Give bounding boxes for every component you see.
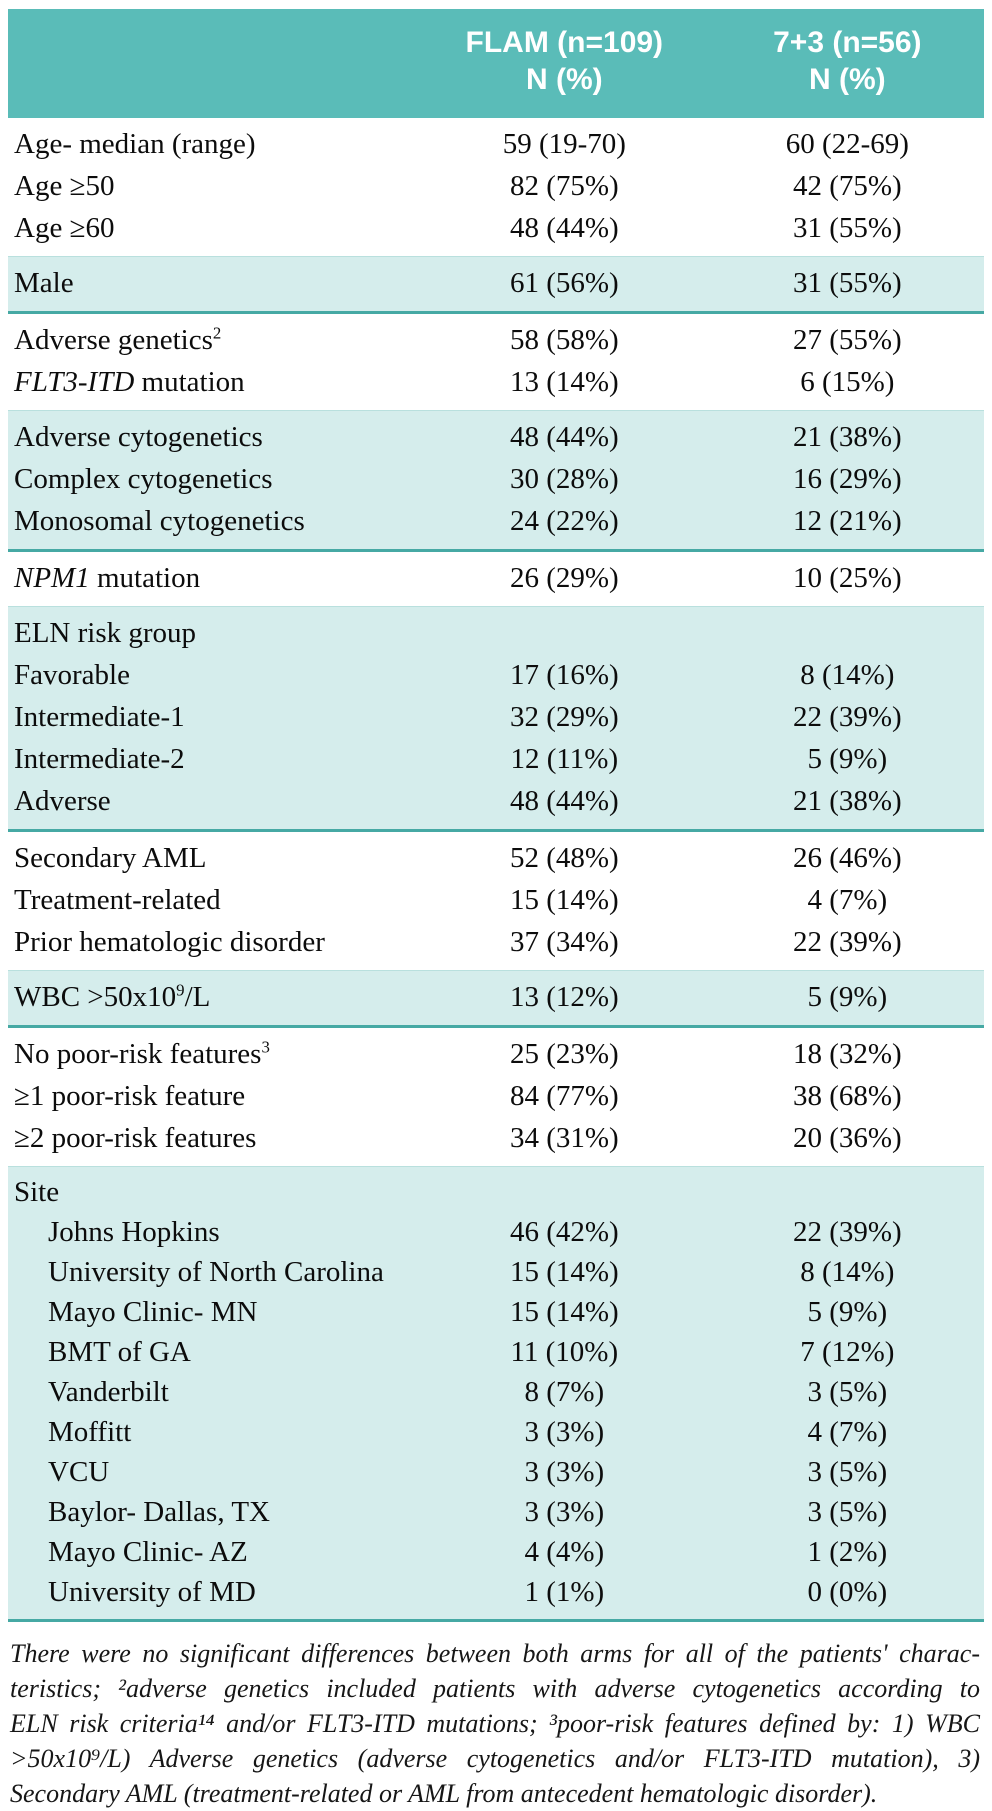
- flam-value: 24 (22%): [509, 505, 619, 537]
- table-row: [8, 738, 984, 780]
- row-label: Adverse: [14, 785, 111, 817]
- row-label: Treatment-related: [14, 884, 221, 916]
- arm7-3-value: 5 (9%): [807, 1296, 888, 1328]
- arm7-3-value: 22 (39%): [792, 926, 902, 958]
- table-row: [8, 1117, 984, 1159]
- arm7-3-value: 3 (5%): [807, 1496, 888, 1528]
- table-row: [8, 1292, 984, 1332]
- flam-value: 26 (29%): [509, 562, 619, 594]
- flam-value: 58 (58%): [509, 324, 619, 356]
- row-label: No poor-risk features$^3$: [14, 1037, 270, 1070]
- row-label: Vanderbilt: [48, 1376, 169, 1408]
- row-label: Secondary AML: [14, 842, 207, 874]
- table-row: [8, 976, 984, 1018]
- flam-value: 15 (14%): [509, 884, 619, 916]
- table-row: [8, 1572, 984, 1612]
- flam-value: 32 (29%): [509, 701, 619, 733]
- arm7-3-value: 0 (0%): [807, 1576, 888, 1608]
- table-section: [8, 314, 984, 410]
- arm7-3-value: 60 (22-69): [785, 128, 909, 160]
- flam-value: 48 (44%): [509, 212, 619, 244]
- flam-value: 48 (44%): [509, 785, 619, 817]
- arm7-3-value: 5 (9%): [807, 981, 888, 1013]
- flam-value: 30 (28%): [509, 463, 619, 495]
- arm7-3-value: 8 (14%): [800, 659, 895, 691]
- flam-value: 12 (11%): [510, 743, 619, 775]
- header-flam-title: FLAM (n=109): [465, 26, 664, 59]
- row-label: ≥2 poor-risk features: [14, 1122, 257, 1154]
- flam-value: 15 (14%): [509, 1256, 619, 1288]
- flam-value: 82 (75%): [509, 170, 619, 202]
- table-row: [8, 557, 984, 599]
- arm7-3-value: 22 (39%): [792, 1216, 902, 1248]
- table-row: [8, 696, 984, 738]
- table-row: [8, 165, 984, 207]
- table-row: [8, 1372, 984, 1412]
- table-row: [8, 780, 984, 822]
- table-header: [8, 9, 984, 118]
- arm7-3-value: 22 (39%): [792, 701, 902, 733]
- row-label: Prior hematologic disorder: [14, 926, 325, 958]
- table-section: [8, 1028, 984, 1166]
- row-label: Mayo Clinic- AZ: [48, 1536, 248, 1568]
- table-footnote: [8, 1622, 984, 1811]
- footnote-line: teristics; ²adverse genetics included patients with adverse cytogenetics according to: [10, 1674, 980, 1703]
- table-row: [8, 612, 984, 654]
- footnote-line: ELN risk criteria¹⁴ and/or FLT3-ITD mutations; ³poor-risk features defined by: 1) WBC: [10, 1709, 980, 1738]
- arm7-3-value: 21 (38%): [792, 785, 902, 817]
- table-section: [8, 410, 984, 552]
- arm7-3-value: 31 (55%): [792, 267, 902, 299]
- table-row: [8, 1452, 984, 1492]
- table-section: [8, 970, 984, 1028]
- flam-value: 34 (31%): [509, 1122, 619, 1154]
- arm7-3-value: 4 (7%): [807, 1416, 888, 1448]
- table-section: [8, 256, 984, 314]
- table-row: [8, 262, 984, 304]
- flam-value: 13 (14%): [509, 366, 619, 398]
- row-label: NPM1 mutation: [14, 562, 201, 594]
- header-7plus3-column: [711, 24, 984, 98]
- header-7plus3-subtitle: N (%): [809, 63, 886, 96]
- flam-value: 48 (44%): [509, 421, 619, 453]
- arm7-3-value: 38 (68%): [792, 1080, 902, 1112]
- table-row: [8, 1075, 984, 1117]
- row-label: Johns Hopkins: [48, 1216, 220, 1248]
- arm7-3-value: 26 (46%): [792, 842, 902, 874]
- row-label: ≥1 poor-risk feature: [14, 1080, 246, 1112]
- flam-value: 3 (3%): [524, 1416, 605, 1448]
- footnote-line: Secondary AML (treatment-related or AML from antecedent hematologic disorder).: [10, 1779, 878, 1808]
- row-label: Baylor- Dallas, TX: [48, 1496, 270, 1528]
- header-spacer: [8, 24, 418, 98]
- header-flam-subtitle: N (%): [525, 63, 603, 96]
- header-7plus3-title: 7+3 (n=56): [773, 26, 922, 59]
- row-label: Moffitt: [48, 1416, 132, 1448]
- row-label: BMT of GA: [48, 1336, 191, 1368]
- flam-value: 84 (77%): [509, 1080, 619, 1112]
- table-row: [8, 837, 984, 879]
- arm7-3-value: 31 (55%): [792, 212, 902, 244]
- row-label: FLT3-ITD mutation: [14, 366, 245, 398]
- arm7-3-value: 12 (21%): [792, 505, 902, 537]
- arm7-3-value: 10 (25%): [792, 562, 902, 594]
- flam-value: 25 (23%): [509, 1038, 619, 1070]
- table-section: [8, 118, 984, 256]
- flam-value: 37 (34%): [509, 926, 619, 958]
- flam-value: 8 (7%): [524, 1376, 605, 1408]
- patient-characteristics-table: [8, 9, 984, 1811]
- arm7-3-value: 42 (75%): [792, 170, 902, 202]
- table-row: [8, 1492, 984, 1532]
- row-label: Adverse cytogenetics: [14, 421, 263, 453]
- row-label: University of MD: [48, 1576, 256, 1608]
- row-label: University of North Carolina: [48, 1256, 384, 1288]
- arm7-3-value: 7 (12%): [800, 1336, 895, 1368]
- arm7-3-value: 3 (5%): [807, 1376, 888, 1408]
- row-label: Favorable: [14, 659, 130, 691]
- row-label: VCU: [48, 1456, 110, 1488]
- arm7-3-value: 3 (5%): [807, 1456, 888, 1488]
- flam-value: 3 (3%): [524, 1496, 605, 1528]
- table-row: [8, 1212, 984, 1252]
- table-row: [8, 1412, 984, 1452]
- arm7-3-value: 16 (29%): [792, 463, 902, 495]
- flam-value: 15 (14%): [509, 1296, 619, 1328]
- table-row: [8, 207, 984, 249]
- arm7-3-value: 18 (32%): [792, 1038, 902, 1070]
- flam-value: 4 (4%): [524, 1536, 605, 1568]
- table-row: [8, 654, 984, 696]
- table-row: [8, 1033, 984, 1075]
- arm7-3-value: 27 (55%): [792, 324, 902, 356]
- row-label: Complex cytogenetics: [14, 463, 273, 495]
- table-row: [8, 500, 984, 542]
- flam-value: 52 (48%): [509, 842, 619, 874]
- arm7-3-value: 20 (36%): [792, 1122, 902, 1154]
- row-label: Age- median (range): [14, 128, 256, 160]
- row-label: Monosomal cytogenetics: [14, 505, 305, 537]
- flam-value: 11 (10%): [510, 1336, 619, 1368]
- table-row: [8, 458, 984, 500]
- table-section: [8, 552, 984, 606]
- row-label: Intermediate-2: [14, 743, 185, 775]
- row-label: Adverse genetics$^2$: [14, 323, 222, 356]
- arm7-3-value: 21 (38%): [792, 421, 902, 453]
- flam-value: 13 (12%): [509, 981, 619, 1013]
- row-label: Intermediate-1: [14, 701, 185, 733]
- table-row: [8, 123, 984, 165]
- footnote-line: There were no significant differences between both arms for all of the patients' charac-: [10, 1639, 980, 1668]
- flam-value: 17 (16%): [509, 659, 619, 691]
- table-section: [8, 832, 984, 970]
- table-row: [8, 416, 984, 458]
- flam-value: 46 (42%): [509, 1216, 619, 1248]
- table-row: [8, 361, 984, 403]
- table-row: [8, 921, 984, 963]
- table-row: [8, 879, 984, 921]
- table-body: [8, 118, 984, 1622]
- table-row: [8, 1252, 984, 1292]
- row-label: Mayo Clinic- MN: [48, 1296, 258, 1328]
- flam-value: 59 (19-70): [502, 128, 626, 160]
- row-label: Site: [14, 1176, 60, 1208]
- arm7-3-value: 1 (2%): [807, 1536, 888, 1568]
- row-label: Male: [14, 267, 74, 299]
- row-label: WBC $>50x10^9/L$: [14, 980, 211, 1013]
- row-label: Age ≥50: [14, 170, 115, 202]
- arm7-3-value: 8 (14%): [800, 1256, 895, 1288]
- header-flam-column: [418, 24, 711, 98]
- flam-value: 61 (56%): [509, 267, 619, 299]
- flam-value: 3 (3%): [524, 1456, 605, 1488]
- table-row: [8, 1172, 984, 1212]
- flam-value: 1 (1%): [524, 1576, 605, 1608]
- arm7-3-value: 6 (15%): [800, 366, 895, 398]
- table-row: [8, 1532, 984, 1572]
- table-section: [8, 606, 984, 832]
- table-section: [8, 1166, 984, 1622]
- arm7-3-value: 5 (9%): [807, 743, 888, 775]
- table-row: [8, 1332, 984, 1372]
- footnote-line: >50x10⁹/L) Adverse genetics (adverse cytogenetics and/or FLT3-ITD mutation), 3): [10, 1744, 980, 1773]
- table-row: [8, 319, 984, 361]
- arm7-3-value: 4 (7%): [807, 884, 888, 916]
- row-label: Age ≥60: [14, 212, 115, 244]
- row-label: ELN risk group: [14, 617, 197, 649]
